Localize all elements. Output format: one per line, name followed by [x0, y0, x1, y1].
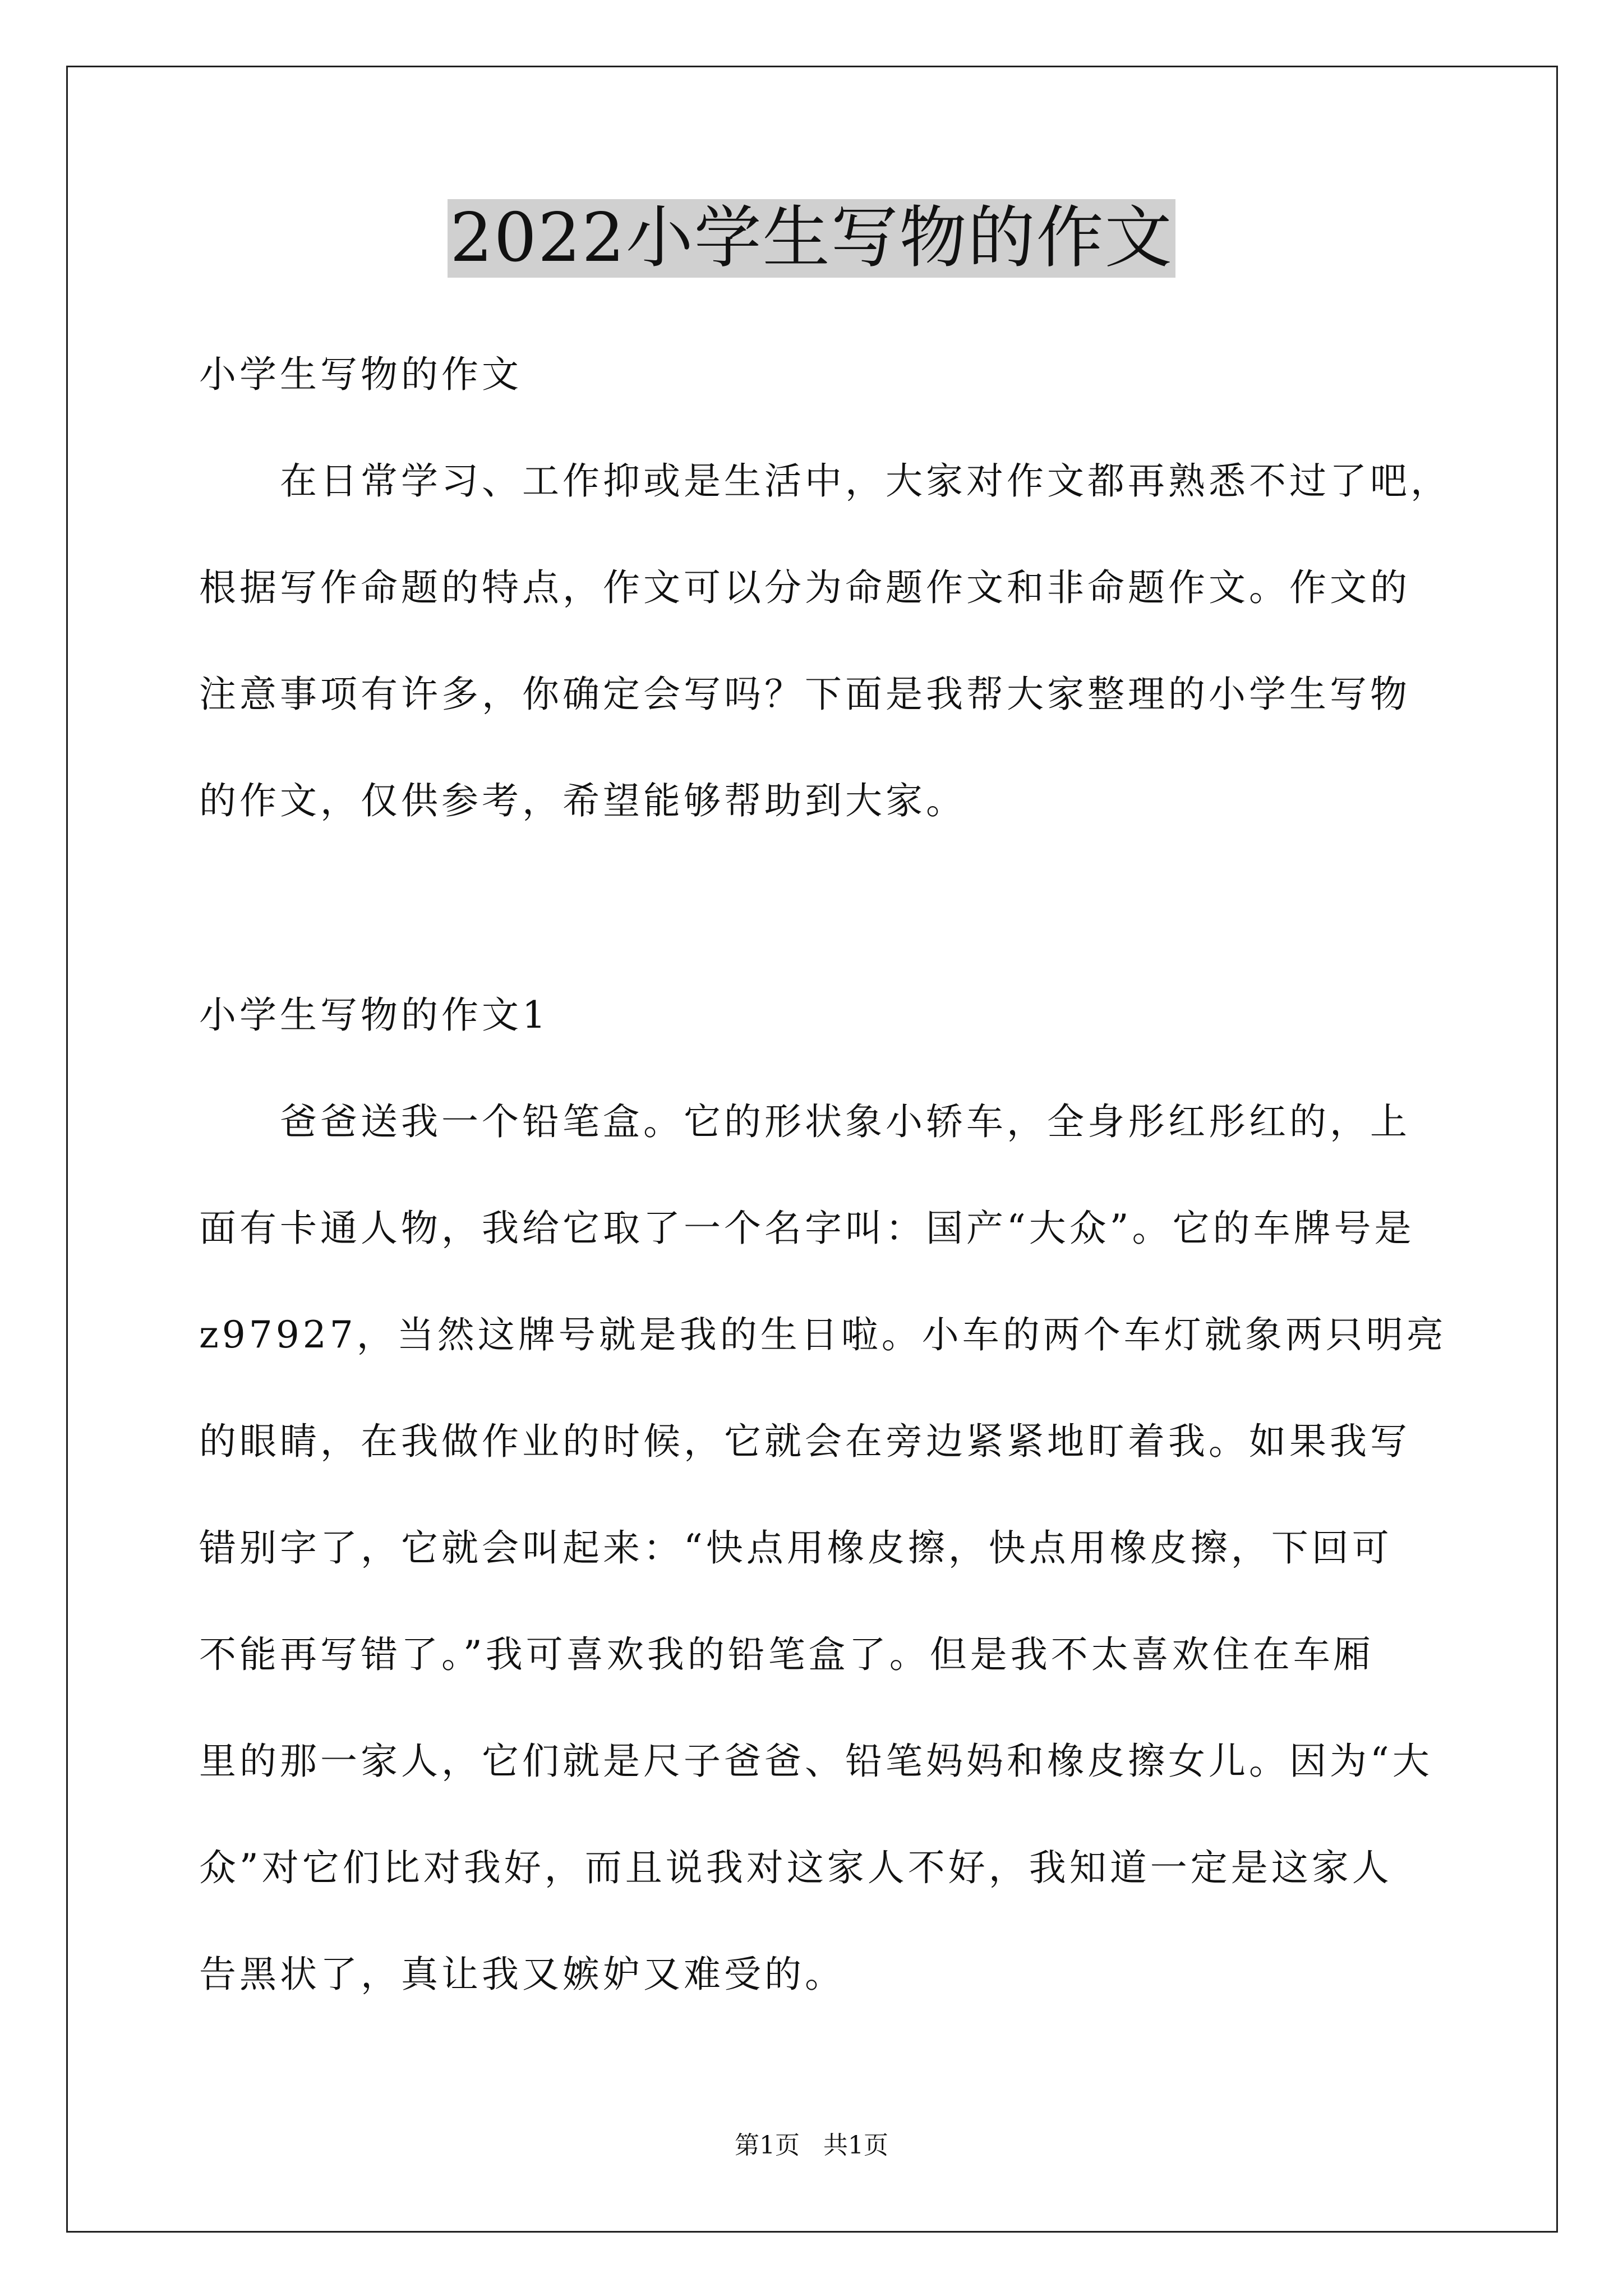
page-number-total: 共1页 [823, 2131, 888, 2160]
paragraph-line: 面有卡通人物，我给它取了一个名字叫：国产“大众”。它的车牌号是 [199, 1207, 1415, 1250]
page-footer [0, 2129, 1623, 2162]
paragraph-line: 里的那一家人，它们就是尺子爸爸、铅笔妈妈和橡皮擦女儿。因为“大 [199, 1740, 1433, 1783]
paragraph-line: 爸爸送我一个铅笔盒。它的形状象小轿车，全身彤红彤红的，上 [199, 1100, 1410, 1143]
paragraph-line: 注意事项有许多，你确定会写吗？下面是我帮大家整理的小学生写物 [199, 673, 1410, 716]
paragraph-line: 的眼睛，在我做作业的时候，它就会在旁边紧紧地盯着我。如果我写 [199, 1420, 1410, 1463]
paragraph-line: 不能再写错了。”我可喜欢我的铅笔盒了。但是我不太喜欢住在车厢 [199, 1633, 1374, 1676]
paragraph-line: 的作文，仅供参考，希望能够帮助到大家。 [199, 779, 966, 822]
document-title: 2022小学生写物的作文 [448, 199, 1175, 278]
section-heading: 小学生写物的作文 [199, 353, 522, 396]
paragraph-line: z97927，当然这牌号就是我的生日啦。小车的两个车灯就象两只明亮 [199, 1313, 1447, 1356]
title-container [0, 199, 1623, 278]
section-heading: 小学生写物的作文1 [199, 993, 549, 1037]
paragraph-line: 错别字了，它就会叫起来：“快点用橡皮擦，快点用橡皮擦，下回可 [199, 1526, 1393, 1570]
page-number-current: 第1页 [735, 2131, 800, 2160]
paragraph-line: 在日常学习、工作抑或是生活中，大家对作文都再熟悉不过了吧， [199, 459, 1451, 503]
paragraph-line: 众”对它们比对我好，而且说我对这家人不好，我知道一定是这家人 [199, 1846, 1393, 1889]
paragraph-line: 告黑状了，真让我又嫉妒又难受的。 [199, 1953, 845, 1996]
paragraph-line: 根据写作命题的特点，作文可以分为命题作文和非命题作文。作文的 [199, 566, 1410, 609]
